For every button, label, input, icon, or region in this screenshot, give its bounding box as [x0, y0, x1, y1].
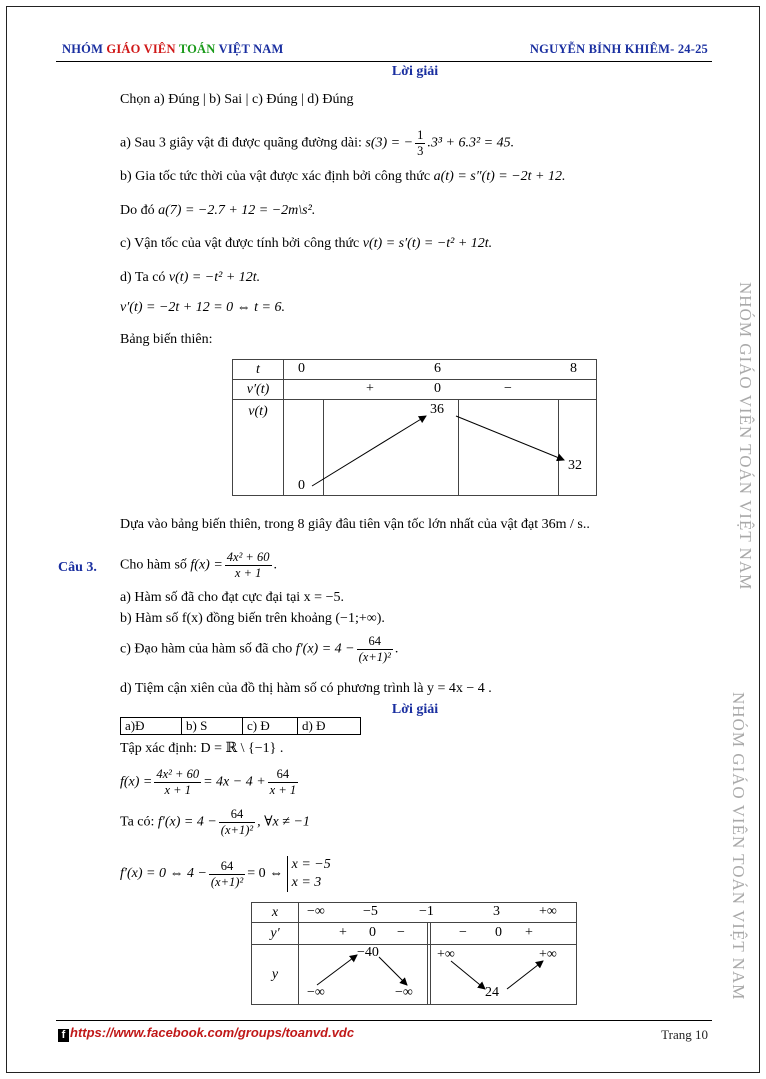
q3-x-neginf: −∞ — [307, 904, 325, 919]
q3-x-neg5: −5 — [363, 904, 378, 919]
watermark-top: NHÓM GIÁO VIÊN TOÁN VIỆT NAM — [736, 282, 755, 591]
q2-t-8: 8 — [570, 361, 577, 376]
q2-arrow-up — [312, 416, 426, 486]
q3-y-neginf-right: −∞ — [395, 985, 413, 1000]
q3-x-posinf: +∞ — [539, 904, 557, 919]
q2-sign-zero: 0 — [434, 381, 441, 396]
q3-answer-a: a)Đ — [121, 718, 182, 735]
solution-title-q2: Lời giải — [391, 64, 439, 79]
q3-y-min: 24 — [485, 985, 499, 1000]
q3-sign-plus-1: + — [339, 925, 347, 940]
q3-arrow-1 — [317, 955, 357, 985]
q3-rewrite: f(x) = $\frac{\text{4x² + 60}}{x + 1}$ = 4x − 4 + $\frac{64}{x + 1}$ — [120, 767, 297, 797]
q3-option-d: d) Tiệm cận xiên của đồ thị hàm số có phương trình là y = 4x − 4 . — [120, 681, 492, 696]
q2-part-a: a) Sau 3 giây vật đi được quãng đường dài: s(3) = − $\frac{1}{3}$ .3³ + 6.3² = 45. — [120, 128, 515, 158]
q3-answer-table — [120, 717, 361, 735]
q2-conclusion: Dựa vào bảng biến thiên, trong 8 giây đâu tiên vận tốc lớn nhất của vật đạt 36m / s.. — [120, 517, 590, 532]
q2-choice: Chọn a) Đúng | b) Sai | c) Đúng | d) Đúng — [120, 92, 354, 107]
q3-x-3: 3 — [493, 904, 500, 919]
q2-variation-table — [232, 359, 597, 496]
q3-row-label-y: y — [252, 945, 299, 1005]
q2-sign-minus: − — [504, 381, 512, 396]
q2-derivative-zero: v′(t) = −2t + 12 = 0 ⇔ t = 6. — [120, 300, 286, 315]
q3-y-neginf-left: −∞ — [307, 985, 325, 1000]
q3-y-posinf-left: +∞ — [437, 947, 455, 962]
q3-sign-minus-1: − — [397, 925, 405, 940]
q3-option-a: a) Hàm số đã cho đạt cực đại tại x = −5. — [120, 590, 344, 605]
q2-sign-plus: + — [366, 381, 374, 396]
q2-v-start: 0 — [298, 478, 305, 493]
q2-arrow-down — [456, 416, 564, 460]
q3-critical-points: f′(x) = 0 ⇔ 4 − $\frac{64}{\text{(x+1)²}}$ = 0 ⇔ x = −5 x = 3 — [120, 857, 331, 890]
watermark-bottom: NHÓM GIÁO VIÊN TOÁN VIỆT NAM — [729, 692, 748, 1001]
q3-sign-plus-2: + — [525, 925, 533, 940]
q3-arrow-3 — [451, 961, 485, 989]
q3-x-neg1: −1 — [419, 904, 434, 919]
solution-title-q3: Lời giải — [391, 702, 439, 717]
q3-variation-table — [251, 902, 577, 1005]
q3-y-max: −40 — [357, 945, 379, 960]
q3-answer-b: b) S — [182, 718, 243, 735]
header-school-name: NGUYỄN BỈNH KHIÊM- 24-25 — [529, 42, 708, 56]
q2-t-6: 6 — [434, 361, 441, 376]
q3-sign-zero-2: 0 — [495, 925, 502, 940]
q3-sign-divider-a — [427, 922, 428, 945]
q3-option-c: c) Đạo hàm của hàm số đã cho f′(x) = 4 − $\frac{64}{\text{(x+1)²}}$ . — [120, 634, 399, 664]
q3-sign-divider-b — [430, 922, 431, 945]
q3-arrow-2 — [379, 957, 407, 985]
q2-sign-row — [284, 380, 597, 400]
q2-v-end: 32 — [568, 458, 582, 473]
q2-row-label-t: t — [233, 360, 284, 380]
q2-row-label-vprime: v′(t) — [233, 380, 284, 400]
q3-row-label-x: x — [252, 903, 299, 923]
q3-sign-zero-1: 0 — [369, 925, 376, 940]
q2-row-label-v: v(t) — [233, 400, 284, 496]
facebook-link[interactable]: f https://www.facebook.com/groups/toanvd.vdc — [58, 1025, 354, 1042]
q3-y-posinf-right: +∞ — [539, 947, 557, 962]
q3-solution-system: x = −5 x = 3 — [287, 856, 331, 892]
footer-divider — [56, 1020, 712, 1021]
q3-answer-c: c) Đ — [243, 718, 298, 735]
q3-sign-row — [299, 923, 577, 945]
header-group-name: NHÓM GIÁO VIÊN TOÁN VIỆT NAM — [62, 42, 284, 56]
q2-v-row — [284, 400, 597, 496]
q3-answer-d: d) Đ — [298, 718, 361, 735]
q2-v-peak: 36 — [430, 402, 444, 417]
q3-domain: Tập xác định: D = ℝ \ {−1} . — [120, 741, 284, 756]
q3-y-row — [299, 945, 577, 1005]
q3-statement: Cho hàm số f(x) = $\frac{\text{4x² + 60}}{x + 1}$ . — [120, 550, 277, 580]
q3-row-label-yprime: y′ — [252, 923, 299, 945]
q2-part-c: c) Vận tốc của vật được tính bởi công thức v(t) = s′(t) = −t² + 12t. — [120, 236, 493, 251]
q3-label: Câu 3. — [58, 560, 97, 575]
q2-part-b: b) Gia tốc tức thời của vật được xác định bởi công thức a(t) = s″(t) = −2t + 12. — [120, 169, 566, 184]
q3-arrow-4 — [507, 961, 543, 989]
header-divider — [56, 61, 712, 62]
q3-x-row — [299, 903, 577, 923]
q2-t-0: 0 — [298, 361, 305, 376]
page-number: Trang 10 — [661, 1027, 708, 1042]
q3-option-b: b) Hàm số f(x) đồng biến trên khoảng (−1;+∞). — [120, 611, 385, 626]
facebook-icon: f — [58, 1029, 69, 1042]
q2-part-d: d) Ta có v(t) = −t² + 12t. — [120, 270, 261, 285]
q2-t-row — [284, 360, 597, 380]
q2-table-label: Bảng biến thiên: — [120, 332, 213, 347]
q3-derivative: Ta có: f′(x) = 4 − $\frac{64}{\text{(x+1)²}}$ , ∀x ≠ −1 — [120, 807, 310, 837]
q3-variation-arrows — [299, 945, 579, 1005]
q2-part-b2: Do đó a(7) = −2.7 + 12 = −2m\s². — [120, 203, 316, 218]
q2-variation-arrows — [284, 400, 598, 496]
q3-sign-minus-2: − — [459, 925, 467, 940]
